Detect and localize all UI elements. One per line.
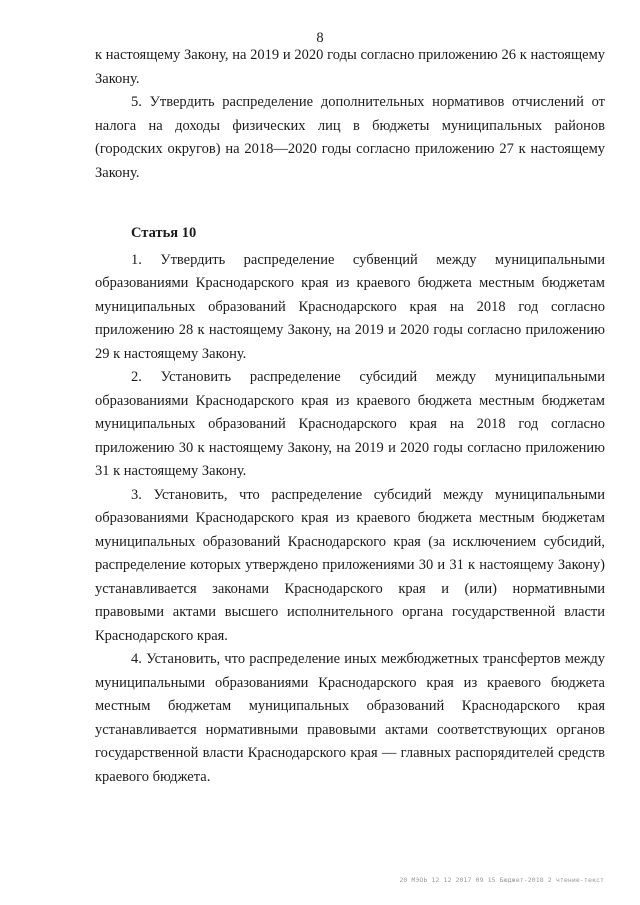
article-paragraph-3: 3. Установить, что распределение субсидий между муниципальными образованиями Краснодарского края из краевого бюджета местным бюджетам муниципальных образований Краснодарского края (за исключением субсидий, распределение которых утверждено приложениями 30 и 31 к настоящему Закону) устанавливается законами Краснодарского края и (или) нормативными правовыми актами высшего исполнительного органа государственной власти Краснодарского края.	[95, 486, 605, 644]
article-paragraph-4: 4. Установить, что распределение иных межбюджетных трансфертов между муниципальными образованиями Краснодарского края из краевого бюджета местным бюджетам муниципальных образований Краснодарского края устанавливается нормативными правовыми актами соответствующих органов государственной власти Краснодарского края — главных распорядителей средств краевого бюджета.	[95, 651, 605, 785]
article-heading: Статья 10	[131, 225, 197, 241]
document-body	[95, 44, 605, 789]
footer-file-stamp: 20 МЭОЬ 12 12 2017 09 15 Бюджет-2018 2 чтение-текст	[399, 876, 604, 884]
page-number: 8	[316, 30, 324, 46]
article-paragraph-1: 1. Утвердить распределение субвенций между муниципальными образованиями Краснодарского края из краевого бюджета местным бюджетам муниципальных образований Краснодарского края на 2018 год согласно приложению 28 к настоящему Закону, на 2019 и 2020 годы согласно приложению 29 к настоящему Закону.	[95, 251, 605, 362]
paragraph-continuation: к настоящему Закону, на 2019 и 2020 годы согласно приложению 26 к настоящему Закону.	[95, 47, 605, 87]
article-paragraph-2: 2. Установить распределение субсидий между муниципальными образованиями Краснодарского края из краевого бюджета местным бюджетам муниципальных образований Краснодарского края на 2018 год согласно приложению 30 к настоящему Закону, на 2019 и 2020 годы согласно приложению 31 к настоящему Закону.	[95, 369, 605, 479]
paragraph-item-5: 5. Утвердить распределение дополнительных нормативов отчислений от налога на доходы физических лиц в бюджеты муниципальных районов (городских округов) на 2018—2020 годы согласно приложению 27 к настоящему Закону.	[95, 94, 605, 181]
